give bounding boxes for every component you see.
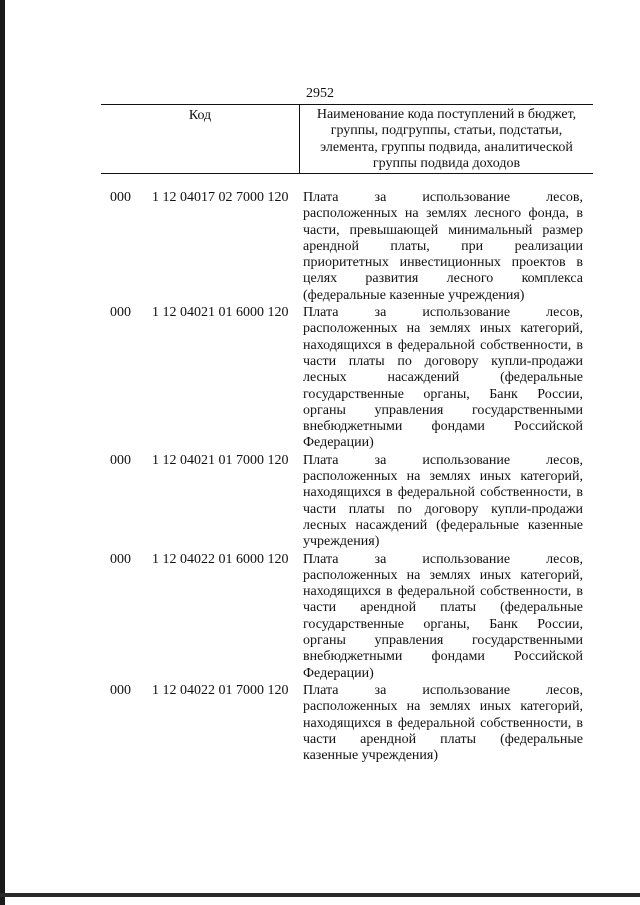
table-row [0, 305, 640, 452]
description-line: расположенных на землях иных категорий, [303, 321, 583, 337]
table-body [0, 190, 640, 764]
row-description [303, 305, 583, 452]
description-line: приоритетных инвестиционных проектов в [303, 255, 583, 271]
description-line: находящихся в федеральной собственности, в [303, 485, 583, 501]
description-line: Плата за использование лесов, [303, 682, 583, 698]
description-line: Федерации) [303, 665, 374, 681]
row-revenue-code: 1 12 04021 01 7000 120 [152, 452, 289, 468]
description-line: органы управления государственными [303, 402, 583, 418]
row-description [303, 453, 583, 551]
description-line: Плата за использование лесов, [303, 305, 583, 321]
table-row [0, 453, 640, 551]
table-row [0, 190, 640, 304]
description-line: части, превышающей минимальный размер [303, 222, 583, 238]
description-line: находящихся в федеральной собственности, в [303, 584, 583, 600]
row-admin-code: 000 [110, 452, 131, 468]
row-admin-code: 000 [110, 551, 131, 567]
description-line: части платы по договору купли-продажи [303, 353, 583, 369]
description-line: государственные органы, Банк России, [303, 386, 583, 402]
description-line: внебюджетными фондами Российской [303, 649, 583, 665]
row-admin-code: 000 [110, 190, 131, 205]
header-name-line: Наименование кода поступлений в бюджет, [316, 107, 577, 122]
row-description [303, 552, 583, 682]
row-revenue-code: 1 12 04021 01 6000 120 [152, 305, 289, 321]
description-line: государственные органы, Банк России, [303, 616, 583, 632]
description-line: Плата за использование лесов, [303, 452, 583, 468]
header-name-line: группы подвида доходов [372, 155, 521, 171]
description-line: целях развития лесного комплекса [303, 271, 583, 287]
row-revenue-code: 1 12 04017 02 7000 120 [152, 190, 289, 205]
description-line: Плата за использование лесов, [303, 551, 583, 567]
page-number: 2952 [306, 86, 334, 101]
row-admin-code: 000 [110, 682, 131, 698]
table-header [101, 104, 593, 174]
description-line: (федеральные казенные учреждения) [303, 287, 525, 303]
row-revenue-code: 1 12 04022 01 7000 120 [152, 682, 289, 698]
row-description [303, 190, 583, 304]
header-code-label: Код [188, 108, 212, 123]
description-line: Федерации) [303, 435, 374, 451]
scan-edge-bottom [0, 893, 640, 897]
description-line: находящихся в федеральной собственности, в [303, 715, 583, 731]
description-line: арендной платы, при реализации [303, 238, 583, 254]
description-line: находящихся в федеральной собственности, в [303, 337, 583, 353]
description-line: расположенных на землях иных категорий, [303, 469, 583, 485]
row-description [303, 683, 583, 764]
description-line: учреждения) [303, 534, 380, 550]
header-name-line: элемента, группы подвида, аналитической [320, 139, 573, 155]
description-line: органы управления государственными [303, 633, 583, 649]
header-name-line: группы, подгруппы, статьи, подстатьи, [330, 123, 563, 139]
description-line: части арендной платы (федеральные [303, 731, 583, 747]
header-name-label [300, 107, 593, 172]
description-line: казенные учреждения) [303, 748, 439, 764]
row-admin-code: 000 [110, 305, 131, 321]
description-line: внебюджетными фондами Российской [303, 419, 583, 435]
table-row [0, 552, 640, 682]
description-line: лесных насаждений (федеральные казенные [303, 517, 583, 533]
row-revenue-code: 1 12 04022 01 6000 120 [152, 551, 289, 567]
description-line: лесных насаждений (федеральные [303, 370, 583, 386]
description-line: расположенных на землях иных категорий, [303, 699, 583, 715]
description-line: расположенных на землях лесного фонда, в [303, 206, 583, 222]
description-line: расположенных на землях иных категорий, [303, 567, 583, 583]
description-line: части арендной платы (федеральные [303, 600, 583, 616]
description-line: Плата за использование лесов, [303, 190, 583, 205]
table-row [0, 683, 640, 764]
description-line: части платы по договору купли-продажи [303, 501, 583, 517]
